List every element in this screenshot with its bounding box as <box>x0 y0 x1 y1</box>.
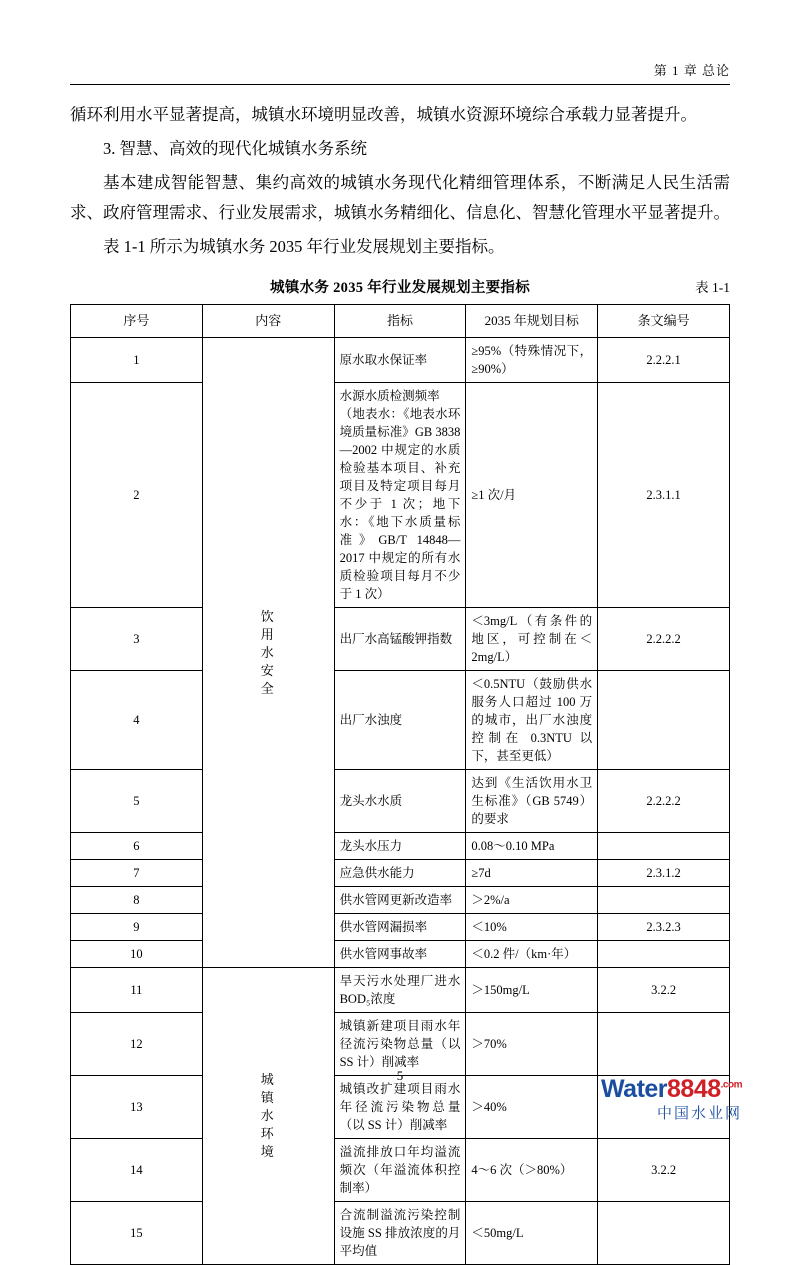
column-header-indicator: 指标 <box>334 305 466 338</box>
cell-target: ＜3mg/L（有条件的地区，可控制在＜2mg/L） <box>466 608 598 671</box>
cell-category <box>202 338 334 968</box>
cell-indicator: 原水取水保证率 <box>334 338 466 383</box>
cell-indicator: 出厂水浊度 <box>334 671 466 770</box>
table-title: 城镇水务 2035 年行业发展规划主要指标 <box>269 280 531 296</box>
cell-clause <box>598 941 730 968</box>
paragraph-4: 表 1-1 所示为城镇水务 2035 年行业发展规划主要指标。 <box>103 237 505 256</box>
table-header-row <box>71 305 730 338</box>
cell-indicator: 供水管网事故率 <box>334 941 466 968</box>
cell-indicator: 合流制溢流污染控制设施 SS 排放浓度的月平均值 <box>334 1202 466 1265</box>
cell-clause: 2.3.2.3 <box>598 914 730 941</box>
cell-clause <box>598 671 730 770</box>
watermark <box>601 1075 742 1122</box>
table-row <box>71 1013 730 1076</box>
cell-target: ≥7d <box>466 860 598 887</box>
cell-target: ＜10% <box>466 914 598 941</box>
cell-no: 14 <box>71 1139 203 1202</box>
column-header-no: 序号 <box>71 305 203 338</box>
category-label: 饮 用 水 安 全 <box>260 608 276 696</box>
table-row <box>71 338 730 383</box>
cell-no: 11 <box>71 968 203 1013</box>
cell-target: ≥1 次/月 <box>466 383 598 608</box>
watermark-brand <box>601 1075 742 1104</box>
category-label: 城 镇 水 环 境 <box>260 1072 276 1159</box>
cell-no: 10 <box>71 941 203 968</box>
cell-indicator: 供水管网更新改造率 <box>334 887 466 914</box>
cell-indicator: 溢流排放口年均溢流频次（年溢流体积控制率） <box>334 1139 466 1202</box>
watermark-brand-blue: Water <box>601 1075 668 1103</box>
cell-no: 5 <box>71 770 203 833</box>
cell-no: 6 <box>71 833 203 860</box>
cell-no: 7 <box>71 860 203 887</box>
cell-indicator: 应急供水能力 <box>334 860 466 887</box>
table-row <box>71 833 730 860</box>
cell-indicator: 龙头水压力 <box>334 833 466 860</box>
cell-clause: 2.2.2.2 <box>598 608 730 671</box>
cell-target: ＞150mg/L <box>466 968 598 1013</box>
column-header-clause: 条文编号 <box>598 305 730 338</box>
cell-clause: 2.2.2.2 <box>598 770 730 833</box>
table-row <box>71 671 730 770</box>
cell-target: ＜50mg/L <box>466 1202 598 1265</box>
header-divider <box>70 84 730 85</box>
cell-indicator: 出厂水高锰酸钾指数 <box>334 608 466 671</box>
cell-no: 8 <box>71 887 203 914</box>
cell-clause: 2.3.1.1 <box>598 383 730 608</box>
paragraph-1: 循环利用水平显著提高，城镇水环境明显改善，城镇水资源环境综合承载力显著提升。 <box>70 105 697 124</box>
cell-target: 4～6 次（＞80%） <box>466 1139 598 1202</box>
watermark-brand-red: 8848 <box>667 1075 721 1103</box>
cell-indicator: 供水管网漏损率 <box>334 914 466 941</box>
page-header: 第 1 章 总论 <box>653 63 730 78</box>
cell-no: 15 <box>71 1202 203 1265</box>
cell-target: ＞70% <box>466 1013 598 1076</box>
table-row <box>71 914 730 941</box>
table-row <box>71 968 730 1013</box>
cell-clause: 2.3.1.2 <box>598 860 730 887</box>
cell-clause <box>598 1013 730 1076</box>
table-number: 表 1-1 <box>695 280 730 295</box>
cell-clause <box>598 833 730 860</box>
table-row <box>71 887 730 914</box>
cell-target: ＞2%/a <box>466 887 598 914</box>
paragraph-3: 基本建成智能智慧、集约高效的城镇水务现代化精细管理体系，不断满足人民生活需求、政府管理需求、行业发展需求，城镇水务精细化、信息化、智慧化管理水平显著提升。 <box>70 173 730 222</box>
table-row <box>71 941 730 968</box>
table-row <box>71 770 730 833</box>
cell-target: ＜0.5NTU（鼓励供水服务人口超过 100 万的城市，出厂水浊度控制在 0.3NTU 以下，甚至更低） <box>466 671 598 770</box>
cell-no: 12 <box>71 1013 203 1076</box>
cell-no: 4 <box>71 671 203 770</box>
table-caption <box>70 276 730 298</box>
cell-clause <box>598 1202 730 1265</box>
cell-clause: 3.2.2 <box>598 1139 730 1202</box>
cell-target: ≥95%（特殊情况下，≥90%） <box>466 338 598 383</box>
cell-indicator: 龙头水水质 <box>334 770 466 833</box>
cell-clause: 3.2.2 <box>598 968 730 1013</box>
cell-target: 0.08～0.10 MPa <box>466 833 598 860</box>
cell-clause <box>598 887 730 914</box>
watermark-subtitle: 中国水业网 <box>656 1104 742 1122</box>
table-row <box>71 1202 730 1265</box>
cell-target: ＞40% <box>466 1076 598 1139</box>
column-header-target: 2035 年规划目标 <box>466 305 598 338</box>
table-row <box>71 383 730 608</box>
page-number: 5 <box>396 1068 404 1083</box>
table-row <box>71 608 730 671</box>
cell-no: 13 <box>71 1076 203 1139</box>
cell-indicator: 旱天污水处理厂进水 BOD₅浓度 <box>334 968 466 1013</box>
cell-no: 3 <box>71 608 203 671</box>
paragraph-2: 3. 智慧、高效的现代化城镇水务系统 <box>103 139 367 158</box>
cell-no: 1 <box>71 338 203 383</box>
cell-target: 达到《生活饮用水卫生标准》（GB 5749）的要求 <box>466 770 598 833</box>
table-body <box>71 338 730 1265</box>
cell-indicator: 水源水质检测频率 （地表水：《地表水环境质量标准》GB 3838—2002 中规定的水质检验基本项目、补充项目及特定项目每月不少于 1 次；地下水：《地下水质量标准》GB/T 14848—2017 中规定的所有水质检验项目每月不少于 1 次） <box>334 383 466 608</box>
cell-no: 2 <box>71 383 203 608</box>
cell-no: 9 <box>71 914 203 941</box>
cell-indicator: 城镇新建项目雨水年径流污染物总量（以 SS 计）削减率 <box>334 1013 466 1076</box>
watermark-brand-sup: .com <box>720 1079 742 1091</box>
column-header-category: 内容 <box>202 305 334 338</box>
cell-category <box>202 968 334 1265</box>
cell-clause: 2.2.2.1 <box>598 338 730 383</box>
cell-indicator: 城镇改扩建项目雨水年径流污染物总量（以 SS 计）削减率 <box>334 1076 466 1139</box>
table-row <box>71 860 730 887</box>
cell-target: ＜0.2 件/（km·年） <box>466 941 598 968</box>
table-row <box>71 1139 730 1202</box>
